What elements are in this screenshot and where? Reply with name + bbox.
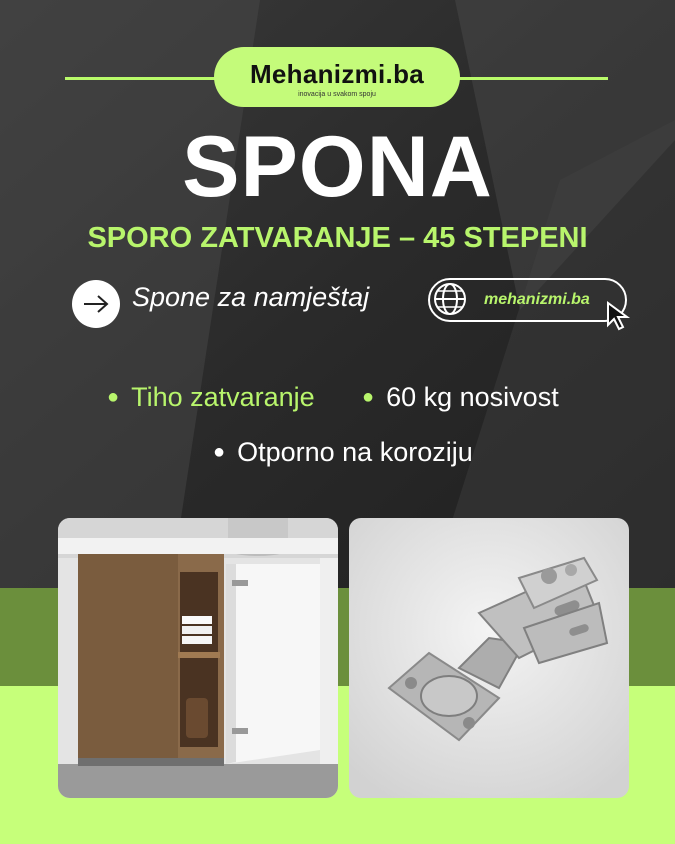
feature-item: ● 60 kg nosivost — [362, 382, 559, 412]
page-title: SPONA — [182, 119, 493, 215]
brand-tagline: inovacija u svakom spoju — [298, 91, 376, 98]
hinge-image — [349, 518, 629, 798]
feature-item: ● Otporno na koroziju — [213, 437, 473, 467]
website-label: mehanizmi.ba — [484, 291, 590, 308]
bullet-icon: ● — [213, 441, 226, 463]
category-arrow-button[interactable] — [72, 280, 120, 328]
divider-left — [65, 77, 217, 80]
website-link[interactable] — [428, 278, 627, 322]
divider-right — [458, 77, 608, 80]
category-label: Spone za namještaj — [132, 282, 370, 312]
cabinet-image — [58, 518, 338, 798]
brand-name: Mehanizmi.ba — [249, 59, 425, 89]
feature-item: ● Tiho zatvaranje — [107, 382, 315, 412]
bullet-icon: ● — [362, 386, 375, 408]
globe-icon — [432, 281, 468, 317]
bullet-icon: ● — [107, 386, 120, 408]
brand-logo[interactable] — [214, 47, 460, 107]
cursor-icon — [606, 301, 634, 331]
page-subtitle: SPORO ZATVARANJE – 45 STEPENI — [87, 222, 588, 254]
arrow-right-icon — [82, 292, 110, 316]
